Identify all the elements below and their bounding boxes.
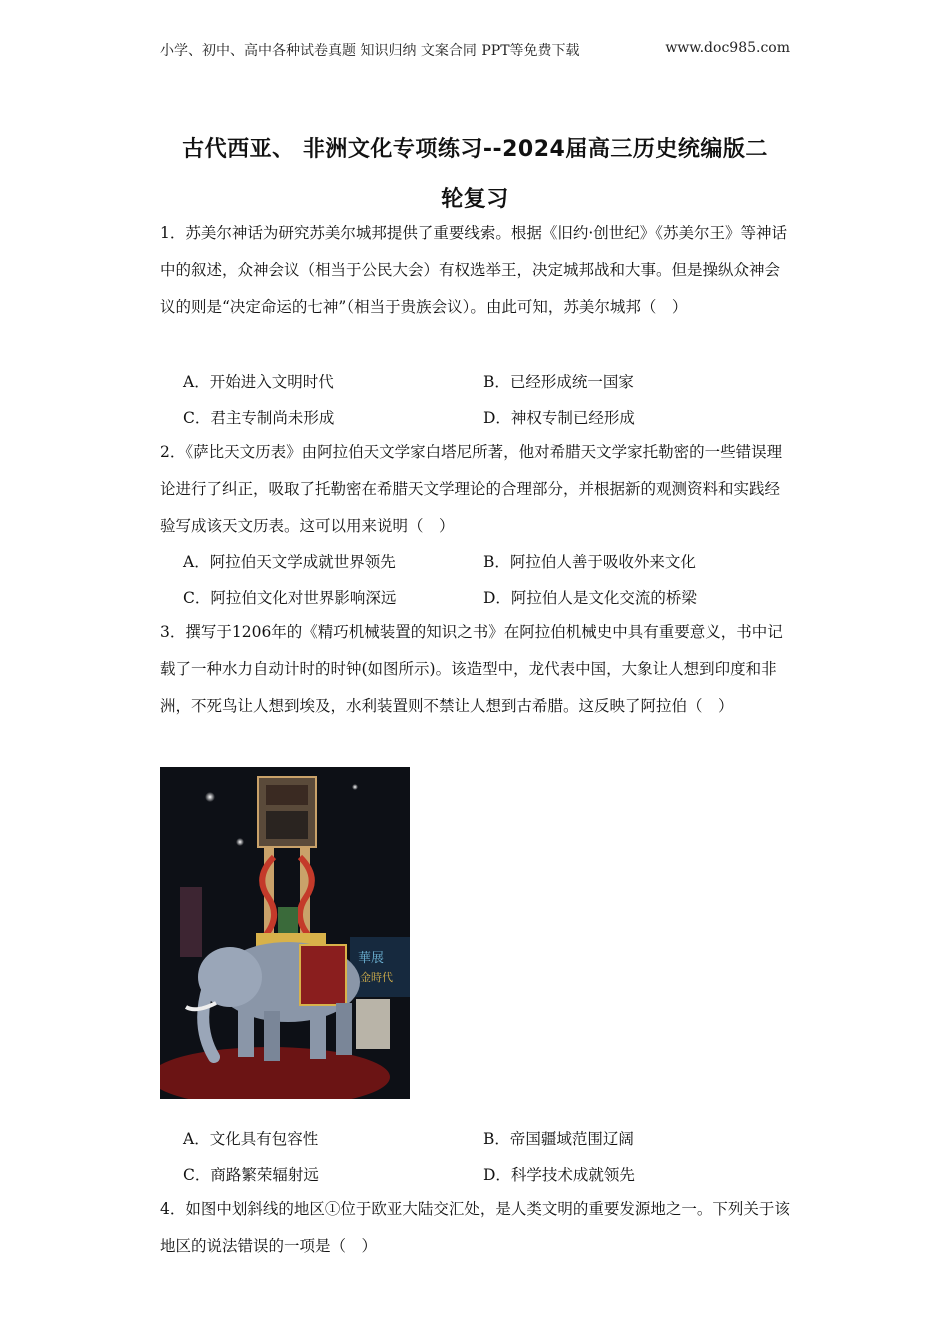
q2-option-c[interactable]: C．阿拉伯文化对世界影响深远 <box>183 589 397 607</box>
elephant-clock-illustration <box>160 767 410 1099</box>
q3-option-b[interactable]: B．帝国疆域范围辽阔 <box>483 1130 634 1148</box>
question-2-options <box>183 543 783 615</box>
q1-option-d[interactable]: D．神权专制已经形成 <box>483 409 635 427</box>
page-header <box>160 40 790 60</box>
q1-option-c[interactable]: C．君主专制尚未形成 <box>183 409 335 427</box>
doc-title-line2: 轮复习 <box>441 187 509 212</box>
q2-option-d[interactable]: D．阿拉伯人是文化交流的桥梁 <box>483 589 697 607</box>
elephant-clock-photo <box>160 767 410 1099</box>
q1-option-b[interactable]: B．已经形成统一国家 <box>483 373 634 391</box>
question-3-stem: 3．撰写于1206年的《精巧机械装置的知识之书》在阿拉伯机械史中具有重要意义，书中记载了一种水力自动计时的时钟(如图所示)。该造型中，龙代表中国，大象让人想到印度和非洲，不死鸟让人想到埃及，水利装置则不禁让人想到古希腊。这反映了阿拉伯（ ） <box>160 623 783 715</box>
q3-option-a[interactable]: A．文化具有包容性 <box>183 1130 319 1148</box>
question-2-stem: 2．《萨比天文历表》由阿拉伯天文学家白塔尼所著，他对希腊天文学家托勒密的一些错误理论进行了纠正，吸取了托勒密在希腊天文学理论的合理部分，并根据新的观测资料和实践经验写成该天文历表。这可以用来说明（ ） <box>160 443 783 535</box>
doc-title-line1: 古代西亚、 非洲文化专项练习--2024届高三历史统编版二 <box>182 137 768 162</box>
question-4-stem: 4．如图中划斜线的地区①位于欧亚大陆交汇处，是人类文明的重要发源地之一。下列关于该地区的说法错误的一项是（ ） <box>160 1200 790 1255</box>
q2-option-b[interactable]: B．阿拉伯人善于吸收外来文化 <box>483 553 696 571</box>
q2-option-a[interactable]: A．阿拉伯天文学成就世界领先 <box>183 553 396 571</box>
q1-option-a[interactable]: A．开始进入文明时代 <box>183 373 334 391</box>
photo-sign-text: 華展 <box>358 951 385 966</box>
header-website[interactable]: www.doc985.com <box>665 40 790 56</box>
photo-sign-text-2: 金時代 <box>360 971 393 984</box>
header-left-text: 小学、初中、高中各种试卷真题 知识归纳 文案合同 PPT等免费下载 <box>160 43 580 59</box>
question-3-options <box>183 1120 783 1192</box>
question-1-stem: 1．苏美尔神话为研究苏美尔城邦提供了重要线索。根据《旧约·创世纪》《苏美尔王》等神话中的叙述，众神会议（相当于公民大会）有权选举王，决定城邦战和大事。但是操纵众神会议的则是“决定命运的七神”（相当于贵族会议）。由此可知，苏美尔城邦（ ） <box>160 224 788 316</box>
q3-option-c[interactable]: C．商路繁荣辐射远 <box>183 1166 319 1184</box>
question-1-options <box>183 363 783 435</box>
q3-option-d[interactable]: D．科学技术成就领先 <box>483 1166 635 1184</box>
